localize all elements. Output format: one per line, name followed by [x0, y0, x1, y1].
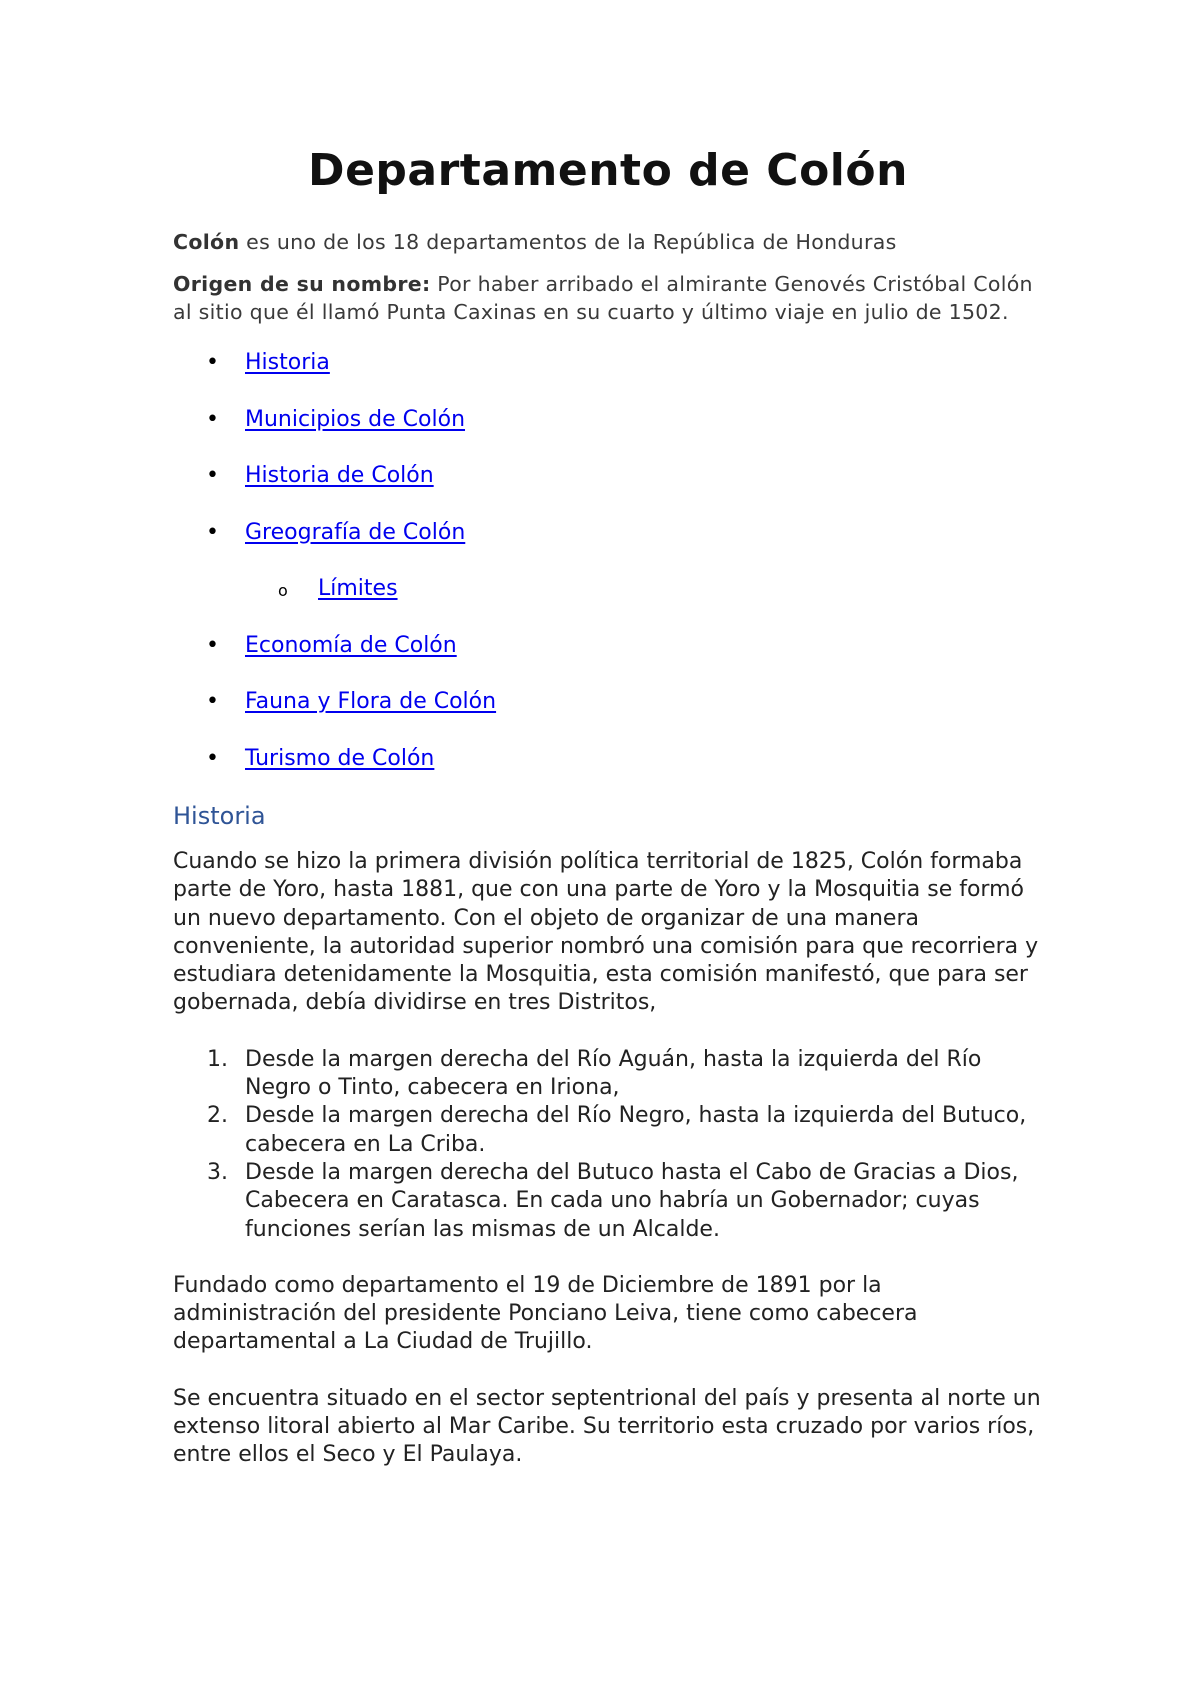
origin-paragraph	[173, 270, 1043, 326]
bullet-icon: •	[206, 350, 219, 375]
list-item	[173, 1046, 1043, 1103]
intro-text: es uno de los 18 departamentos de la República de Honduras	[239, 230, 897, 254]
intro-paragraph	[173, 228, 1043, 256]
toc-link-historia-colon[interactable]: Historia de Colón	[245, 463, 434, 488]
toc-item-municipios	[173, 405, 1043, 462]
list-number: 3.	[207, 1159, 228, 1185]
toc-item-limites	[173, 574, 1043, 631]
list-number: 2.	[207, 1103, 228, 1129]
list-item	[173, 1159, 1043, 1244]
toc-item-fauna-flora	[173, 687, 1043, 744]
document-page	[173, 140, 1043, 1498]
sub-bullet-icon: o	[278, 581, 288, 600]
intro-bold-term: Colón	[173, 230, 240, 254]
toc-item-turismo	[173, 744, 1043, 801]
bullet-icon: •	[206, 406, 219, 432]
historia-paragraph-1: Cuando se hizo la primera división política territorial de 1825, Colón formaba parte de Yoro, hasta 1881, que con una parte de Yoro y la Mosquitia se formó un nuevo departamento. Con el objeto de organizar de una manera conveniente, la autoridad superior nombró una comisión para que recorriera y estudiara detenidamente la Mosquitia, esta comisión manifestó, que para ser gobernada, debía dividirse en tres Distritos,	[173, 849, 1039, 1016]
historia-paragraph-2: Fundado como departamento el 19 de Diciembre de 1891 por la administración del presidente Ponciano Leiva, tiene como cabecera departamental a La Ciudad de Trujillo.	[173, 1272, 918, 1355]
toc-link-geografia[interactable]: Greografía de Colón	[245, 519, 466, 545]
list-number: 1.	[207, 1046, 228, 1072]
toc-item-economia	[173, 631, 1043, 688]
historia-paragraph-3: Se encuentra situado en el sector septentrional del país y presenta al norte un extenso litoral abierto al Mar Caribe. Su territorio esta cruzado por varios ríos, entre ellos el Seco y El Paulaya.	[173, 1385, 1041, 1468]
bullet-icon: •	[206, 519, 219, 545]
toc-item-geografia	[173, 518, 1043, 575]
toc-link-historia[interactable]: Historia	[245, 350, 330, 375]
toc-link-turismo[interactable]: Turismo de Colón	[245, 745, 435, 771]
list-item-text: Desde la margen derecha del Río Negro, hasta la izquierda del Butuco, cabecera en La Criba.	[245, 1103, 1027, 1157]
origin-text: Por haber arribado el almirante Genovés Cristóbal Colón al sitio que él llamó Punta Caxinas en su cuarto y último viaje en julio de 1502.	[173, 272, 1033, 324]
toc-item-historia-colon	[173, 461, 1043, 518]
bullet-icon: •	[206, 689, 219, 714]
page-title: Departamento de Colón	[308, 145, 908, 196]
bullet-icon: •	[206, 463, 219, 488]
list-item	[173, 1102, 1043, 1159]
bullet-icon: •	[206, 632, 219, 658]
toc-link-limites[interactable]: Límites	[318, 576, 398, 601]
toc-link-municipios[interactable]: Municipios de Colón	[245, 406, 466, 432]
origin-label: Origen de su nombre:	[173, 272, 431, 296]
toc-link-economia[interactable]: Economía de Colón	[245, 632, 457, 658]
bullet-icon: •	[206, 745, 219, 771]
list-item-text: Desde la margen derecha del Río Aguán, hasta la izquierda del Río Negro o Tinto, cabecera en Iriona,	[245, 1046, 982, 1101]
list-item-text: Desde la margen derecha del Butuco hasta el Cabo de Gracias a Dios, Cabecera en Caratasca. En cada uno habría un Gobernador; cuyas funciones serían las mismas de un Alcalde.	[245, 1159, 1019, 1242]
toc-link-fauna-flora[interactable]: Fauna y Flora de Colón	[245, 689, 497, 714]
table-of-contents	[173, 348, 1043, 800]
toc-item-historia	[173, 348, 1043, 405]
districts-list	[173, 1046, 1043, 1244]
section-heading-historia: Historia	[173, 802, 266, 830]
